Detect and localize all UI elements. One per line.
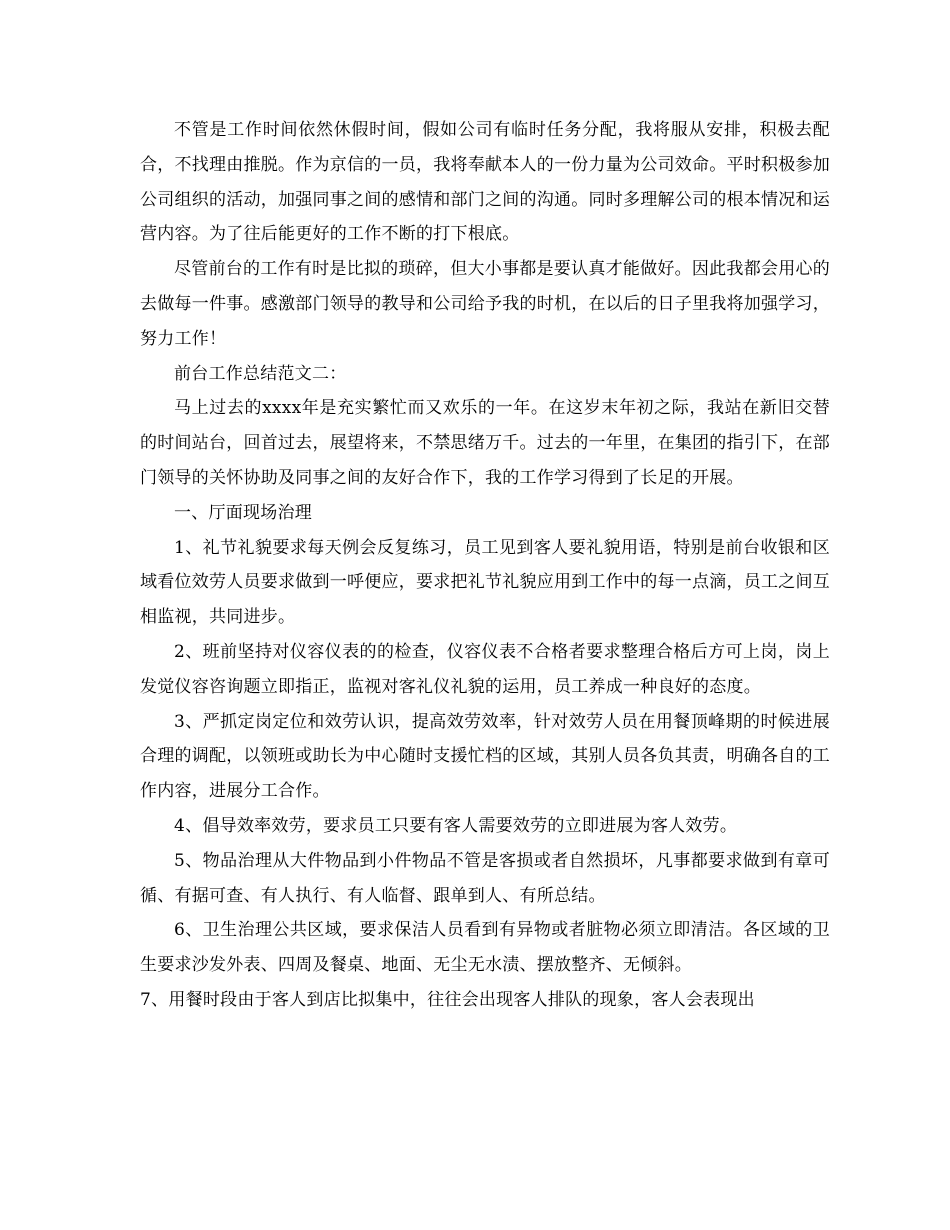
list-item-post-positioning: 3、严抓定岗定位和效劳认识，提高效劳效率，针对效劳人员在用餐顶峰期的时候进展合理的调配，以领班或助长为中心随时支援忙档的区域，其别人员各负其责，明确各自的工作内容，进展分工合作。 [140,711,830,802]
list-item-goods-management: 5、物品治理从大件物品到小件物品不管是客损或者自然损坏，凡事都要求做到有章可循、有据可查、有人执行、有人临督、跟单到人、有所总结。 [140,850,830,906]
document-page [140,113,830,1018]
list-item-etiquette: 1、礼节礼貌要求每天例会反复练习，员工见到客人要礼貌用语，特别是前台收银和区域看位效劳人员要求做到一呼便应，要求把礼节礼貌应用到工作中的每一点滴，员工之间互相监视，共同进步。 [140,537,830,628]
section-heading-floor-management: 一、厅面现场治理 [174,502,312,523]
list-item-peak-dining: 7、用餐时段由于客人到店比拟集中，往往会出现客人排队的现象，客人会表现出 [140,989,755,1010]
paragraph-year-review: 马上过去的xxxx年是充实繁忙而又欢乐的一年。在这岁末年初之际，我站在新旧交替的时间站台，回首过去，展望将来，不禁思绪万千。过去的一年里，在集团的指引下，在部门领导的关怀协助及同事之间的友好合作下，我的工作学习得到了长足的开展。 [140,398,830,488]
paragraph-front-desk-work: 尽管前台的工作有时是比拟的琐碎，但大小事都是要认真才能做好。因此我都会用心的去做每一件事。感激部门领导的教导和公司给予我的时机，在以后的日子里我将加强学习，努力工作！ [140,259,830,349]
list-item-efficiency-service: 4、倡导效率效劳，要求员工只要有客人需要效劳的立即进展为客人效劳。 [174,815,738,836]
list-item-appearance-check: 2、班前坚持对仪容仪表的的检查，仪容仪表不合格者要求整理合格后方可上岗，岗上发觉仪容咨询题立即指正，监视对客礼仪礼貌的运用，员工养成一种良好的态度。 [140,641,830,697]
list-item-hygiene-management: 6、卫生治理公共区域，要求保洁人员看到有异物或者脏物必须立即清洁。各区域的卫生要求沙发外表、四周及餐桌、地面、无尘无水渍、摆放整齐、无倾斜。 [140,920,830,976]
section-heading-sample-two: 前台工作总结范文二： [174,363,347,384]
paragraph-work-time: 不管是工作时间依然休假时间，假如公司有临时任务分配，我将服从安排，积极去配合，不找理由推脱。作为京信的一员，我将奉献本人的一份力量为公司效命。平时积极参加公司组织的活动，加强同事之间的感情和部门之间的沟通。同时多理解公司的根本情况和运营内容。为了往后能更好的工作不断的打下根底。 [140,120,830,245]
